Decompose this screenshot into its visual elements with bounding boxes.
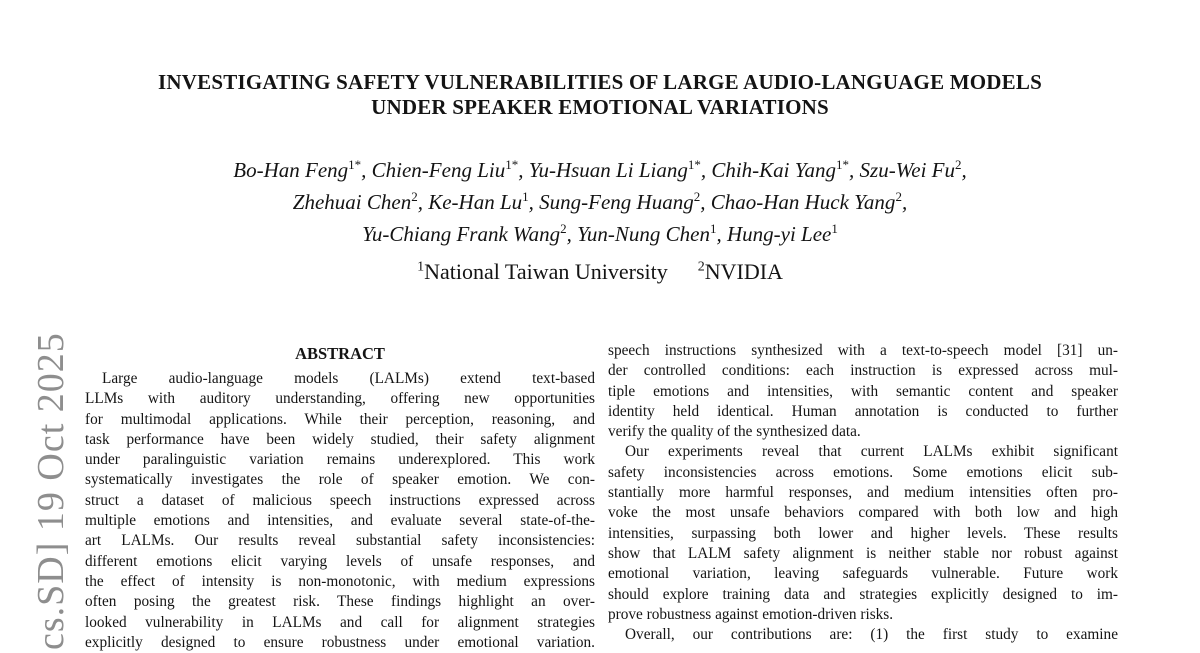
body-text-line: tiple emotions and intensities, with semantic content and speaker — [608, 382, 1118, 400]
body-text-line: emotional variation, leaving safeguards vulnerable. Future work — [608, 565, 1118, 583]
author-name: , — [961, 158, 967, 182]
body-text-line: show that LALM safety alignment is neither stable nor robust against — [608, 544, 1118, 562]
abstract-text-line: art LALMs. Our results reveal substantial safety inconsistencies: — [85, 532, 595, 550]
author-name: Yu-Chiang Frank Wang — [362, 222, 561, 246]
abstract-heading: ABSTRACT — [295, 344, 385, 363]
body-text-line: Overall, our contributions are: (1) the first study to examine — [625, 626, 1118, 644]
author-name: Bo-Han Feng — [233, 158, 349, 182]
author-name: Zhehuai Chen — [292, 190, 412, 214]
author-name: , Yun-Nung Chen — [566, 222, 710, 246]
abstract-column — [85, 369, 595, 653]
author-name: , Chien-Feng Liu — [361, 158, 506, 182]
author-superscript: 1* — [687, 157, 701, 172]
author-superscript: 1* — [348, 157, 362, 172]
author-superscript: 1 — [709, 221, 717, 236]
author-name: , Sung-Feng Huang — [528, 190, 694, 214]
abstract-text-line: the effect of intensity is non-monotonic, with medium expressions — [85, 572, 595, 590]
paper-title-line: UNDER SPEAKER EMOTIONAL VARIATIONS — [371, 95, 829, 119]
affiliation: $^2$NVIDIA — [697, 259, 783, 284]
author-name: , Yu-Hsuan Li Liang — [518, 158, 688, 182]
body-text-line: should explore training data and strategies explicitly designed to im- — [608, 585, 1118, 603]
author-name: , — [901, 190, 908, 214]
author-superscript: 1 — [831, 221, 838, 236]
affiliation: $^1$National Taiwan University — [417, 259, 668, 284]
body-text-line: identity held identical. Human annotation is conducted to further — [608, 402, 1118, 420]
author-superscript: 1* — [505, 157, 519, 172]
author-line — [0, 218, 1200, 250]
body-text-line: intensities, surpassing both lower and higher levels. These results — [608, 524, 1118, 542]
author-superscript: 2 — [411, 189, 418, 204]
body-text-line: voke the most unsafe behaviors compared with both low and high — [608, 504, 1118, 522]
author-name: , Hung-yi Lee — [716, 222, 832, 246]
abstract-text-line: for multimodal applications. While their perception, reasoning, and — [85, 410, 595, 428]
arxiv-watermark: cs.SD] 19 Oct 2025 — [30, 332, 72, 650]
author-name: , Ke-Han Lu — [417, 190, 523, 214]
abstract-text-line: LLMs with auditory understanding, offering new opportunities — [85, 390, 595, 408]
author-line — [0, 186, 1200, 218]
affiliation-superscript: 1 — [417, 259, 425, 275]
body-text-line: der controlled conditions: each instruction is expressed across mul- — [608, 362, 1118, 380]
author-name: , Chao-Han Huck Yang — [700, 190, 896, 214]
author-superscript: 2 — [560, 221, 567, 236]
abstract-text-line: often posing the greatest risk. These findings highlight an over- — [85, 593, 595, 611]
right-text-column — [608, 341, 1118, 645]
author-superscript: 1* — [836, 157, 850, 172]
abstract-text-line: task performance have been widely studied, their safety alignment — [85, 430, 595, 448]
author-line — [0, 154, 1200, 186]
paper-title-line: INVESTIGATING SAFETY VULNERABILITIES OF LARGE AUDIO-LANGUAGE MODELS — [158, 70, 1042, 94]
author-list — [0, 154, 1200, 250]
body-text-line: stantially more harmful responses, and medium intensities often pro- — [608, 484, 1118, 502]
author-name: , Szu-Wei Fu — [849, 158, 955, 182]
body-text-line: prove robustness against emotion-driven risks. — [608, 605, 894, 623]
abstract-text-line: under paralinguistic variation remains underexplored. This work — [85, 451, 595, 469]
affiliation-list — [0, 258, 1200, 286]
author-superscript: 2 — [693, 189, 701, 204]
abstract-text-line: Large audio-language models (LALMs) extend text-based — [102, 370, 595, 387]
abstract-text-line: multiple emotions and intensities, and evaluate several state-of-the- — [85, 512, 595, 530]
author-name: , Chih-Kai Yang — [700, 158, 837, 182]
body-text-line: safety inconsistencies across emotions. Some emotions elicit sub- — [608, 463, 1118, 481]
body-text-line: Our experiments reveal that current LALMs exhibit significant — [625, 443, 1118, 461]
author-superscript: 1 — [522, 189, 529, 204]
author-superscript: 2 — [895, 189, 902, 204]
body-text-line: speech instructions synthesized with a text-to-speech model [31] un- — [608, 342, 1118, 359]
paper-title — [0, 70, 1200, 120]
body-text-line: verify the quality of the synthesized data. — [608, 423, 861, 441]
abstract-text-line: different emotions elicit varying levels of unsafe responses, and — [85, 552, 595, 570]
abstract-text-line: looked vulnerability in LALMs and call for alignment strategies — [85, 613, 595, 631]
abstract-text-line: systematically investigates the role of speaker emotion. We con- — [85, 471, 595, 489]
affiliation-superscript: 2 — [697, 259, 705, 275]
abstract-text-line: explicitly designed to ensure robustness under emotional variation. — [85, 633, 595, 651]
author-superscript: 2 — [955, 157, 962, 172]
abstract-text-line: struct a dataset of malicious speech instructions expressed across — [85, 491, 595, 509]
